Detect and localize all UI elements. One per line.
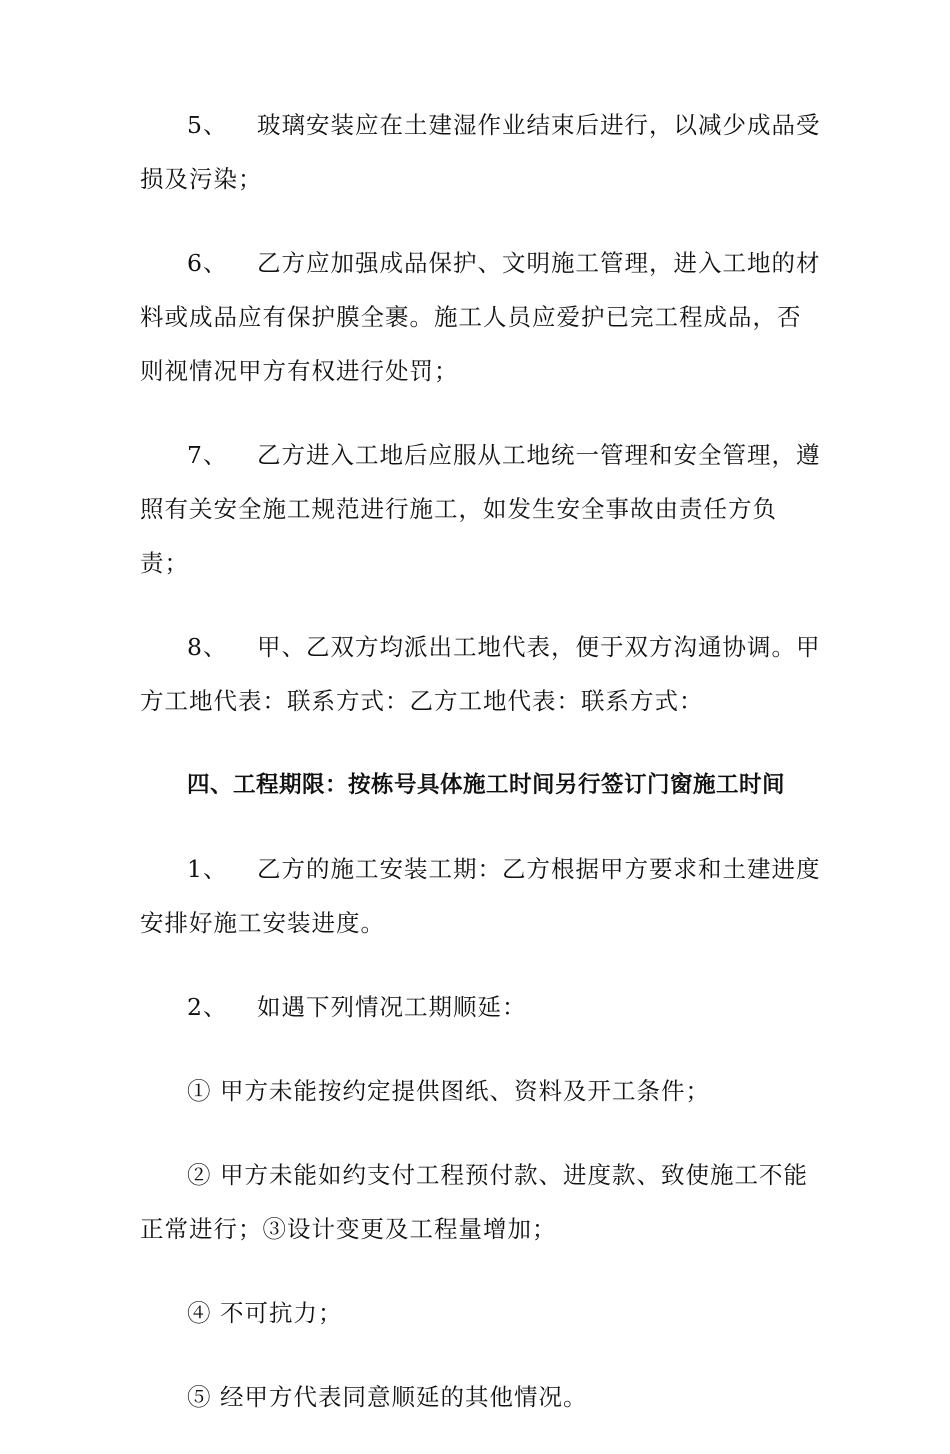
section-clause-2 (140, 980, 825, 1034)
clause-text: 玻璃安装应在土建湿作业结束后进行，以减少成品受损及污染； (140, 111, 821, 193)
clause-number: 8、 (187, 633, 228, 661)
section-clause-1 (140, 842, 825, 950)
clause-5 (140, 98, 825, 206)
clause-7 (140, 428, 825, 590)
clause-6 (140, 236, 825, 398)
clause-number: 7、 (187, 441, 228, 469)
clause-number: 5、 (187, 111, 228, 139)
clause-number: 2、 (187, 993, 228, 1021)
condition-2-3: ② 甲方未能如约支付工程预付款、进度款、致使施工不能正常进行；③设计变更及工程量增加； (140, 1161, 808, 1243)
clause-number: 1、 (187, 855, 228, 883)
clause-8 (140, 620, 825, 728)
condition-4: ④ 不可抗力； (187, 1299, 343, 1327)
clause-text: 乙方应加强成品保护、文明施工管理，进入工地的材料或成品应有保护膜全裹。施工人员应爱护已完工程成品，否则视情况甲方有权进行处罚； (140, 249, 821, 385)
document-page (140, 98, 825, 1454)
condition-5: ⑤ 经甲方代表同意顺延的其他情况。 (187, 1383, 588, 1411)
clause-text: 甲、乙双方均派出工地代表，便于双方沟通协调。甲方工地代表：联系方式：乙方工地代表：联系方式： (140, 633, 821, 715)
condition-1: ① 甲方未能按约定提供图纸、资料及开工条件； (187, 1077, 710, 1105)
clause-number: 6、 (187, 249, 228, 277)
clause-text: 乙方的施工安装工期：乙方根据甲方要求和土建进度安排好施工安装进度。 (140, 855, 821, 937)
clause-text: 乙方进入工地后应服从工地统一管理和安全管理，遵照有关安全施工规范进行施工，如发生安全事故由责任方负责； (140, 441, 821, 577)
clause-text: 如遇下列情况工期顺延： (257, 993, 527, 1021)
section-heading: 四、工程期限：按栋号具体施工时间另行签订门窗施工时间 (187, 772, 786, 798)
